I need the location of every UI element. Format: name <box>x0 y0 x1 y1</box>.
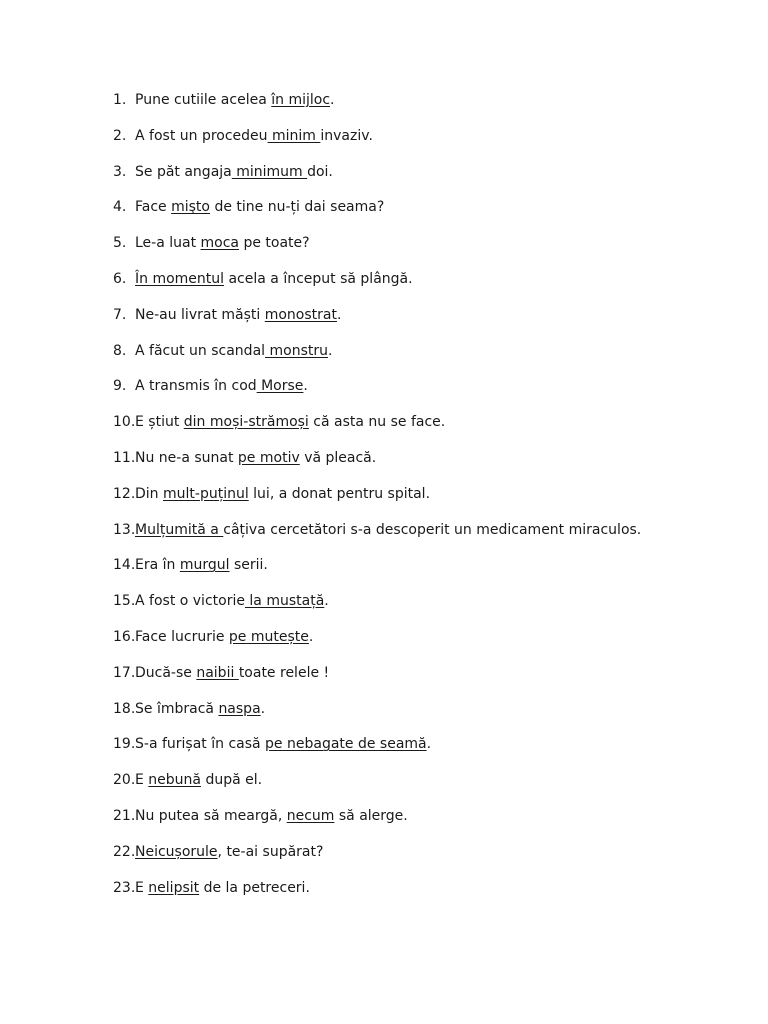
sentence-text: Se îmbracă <box>135 700 219 717</box>
item-number: 4. <box>113 199 127 216</box>
item-number: 20. <box>113 772 136 789</box>
sentence-text: Ducă-se <box>135 664 197 681</box>
item-number: 22. <box>113 843 136 860</box>
list-item <box>113 520 753 556</box>
list-item <box>113 305 753 341</box>
item-number: 8. <box>113 342 127 359</box>
sentence-text: Nu ne-a sunat <box>135 449 238 466</box>
item-sentence <box>135 269 413 305</box>
sentence-text: câțiva cercetători s-a descoperit un medicament miraculos. <box>223 521 642 538</box>
item-number: 6. <box>113 270 127 287</box>
sentence-text: A fost o victorie <box>135 593 245 610</box>
list-item <box>113 197 753 233</box>
sentence-text: de la petreceri. <box>199 879 310 896</box>
underlined-expression: Neicușorule <box>135 843 218 860</box>
item-sentence <box>135 806 408 842</box>
item-sentence <box>135 197 384 233</box>
underlined-expression: minimum <box>231 163 308 180</box>
sentence-text: doi. <box>307 163 333 180</box>
sentence-text: . <box>303 378 308 395</box>
underlined-expression: nelipsit <box>148 879 200 896</box>
item-sentence <box>135 341 332 377</box>
underlined-expression: naibii <box>196 664 239 681</box>
underlined-expression: pe mutește <box>228 628 309 645</box>
item-number: 21. <box>113 807 136 824</box>
sentence-text: lui, a donat pentru spital. <box>248 485 431 502</box>
underlined-expression: Mulțumită a <box>135 521 224 538</box>
sentence-text: vă pleacă. <box>299 449 377 466</box>
list-item <box>113 878 753 914</box>
item-sentence <box>135 376 308 412</box>
sentence-text: acela a început să plângă. <box>224 270 413 287</box>
underlined-expression: mişto <box>171 199 210 216</box>
list-item <box>113 126 753 162</box>
sentence-text: Se păt angaja <box>135 163 232 180</box>
sentence-text: A transmis în cod <box>135 378 257 395</box>
item-number: 19. <box>113 736 136 753</box>
item-sentence <box>135 484 430 520</box>
sentence-text: A fost un procedeu <box>135 127 268 144</box>
underlined-expression: moca <box>200 235 240 252</box>
list-item <box>113 591 753 627</box>
item-sentence <box>135 734 431 770</box>
item-number: 13. <box>113 521 136 538</box>
item-sentence <box>135 520 641 556</box>
underlined-expression: la mustață <box>244 593 325 610</box>
item-number: 15. <box>113 593 136 610</box>
sentence-text: . <box>330 92 335 108</box>
sentence-text: E <box>135 879 149 896</box>
sentence-text: . <box>426 736 432 753</box>
underlined-expression: În momentul <box>135 270 225 287</box>
item-sentence <box>135 770 262 806</box>
item-sentence <box>135 126 373 162</box>
sentence-text: . <box>336 306 342 323</box>
sentence-text: Din <box>135 485 163 502</box>
sentence-text: Face lucrurie <box>135 628 229 645</box>
underlined-expression: din moși-strămoși <box>183 414 309 431</box>
list-item <box>113 341 753 377</box>
item-sentence <box>135 90 334 126</box>
list-item <box>113 484 753 520</box>
item-number: 14. <box>113 557 136 574</box>
list-item <box>113 734 753 770</box>
item-sentence <box>135 305 341 341</box>
underlined-expression: monostrat <box>264 306 337 323</box>
item-number: 10. <box>113 414 136 431</box>
sentence-text: de tine nu-ți dai seama? <box>210 199 385 216</box>
underlined-expression: pe nebagate de seamă <box>265 736 427 753</box>
list-item <box>113 233 753 269</box>
item-sentence <box>135 162 333 198</box>
sentence-text: A făcut un scandal <box>135 342 266 359</box>
item-sentence <box>135 842 323 878</box>
underlined-expression: mult-puținul <box>163 485 249 502</box>
sentence-text: Le-a luat <box>135 235 201 252</box>
list-item <box>113 842 753 878</box>
underlined-expression: necum <box>286 807 335 824</box>
item-sentence <box>135 663 329 699</box>
sentence-text: Nu putea să meargă, <box>135 807 287 824</box>
sentence-text: invaziv. <box>320 127 373 144</box>
sentence-text: S-a furișat în casă <box>135 736 266 753</box>
underlined-expression: naspa <box>218 700 261 717</box>
item-number: 23. <box>113 879 136 896</box>
item-number: 18. <box>113 700 136 717</box>
sentence-text: Face <box>135 199 172 216</box>
underlined-expression: minim <box>267 127 321 144</box>
sentence-text: Pune cutiile acelea <box>135 92 272 108</box>
underlined-expression: Morse <box>256 378 304 395</box>
item-sentence <box>135 627 313 663</box>
list-item <box>113 376 753 412</box>
item-number: 9. <box>113 378 127 395</box>
item-number: 17. <box>113 664 136 681</box>
underlined-expression: nebună <box>148 772 201 789</box>
sentence-text: după el. <box>201 772 263 789</box>
list-item <box>113 770 753 806</box>
sentence-text: toate relele ! <box>238 664 330 681</box>
item-number: 5. <box>113 235 127 252</box>
underlined-expression: în mijloc <box>271 92 331 108</box>
sentence-text: . <box>324 593 329 610</box>
list-item <box>113 162 753 198</box>
list-item <box>113 699 753 735</box>
item-number: 12. <box>113 485 136 502</box>
sentence-text: . <box>260 700 266 717</box>
underlined-expression: pe motiv <box>237 449 300 466</box>
item-sentence <box>135 233 310 269</box>
sentence-text: , te-ai supărat? <box>217 843 324 860</box>
sentence-text: . <box>328 342 333 359</box>
list-item <box>113 412 753 448</box>
list-item <box>113 627 753 663</box>
list-item <box>113 555 753 591</box>
list-item <box>113 663 753 699</box>
item-number: 3. <box>113 163 127 180</box>
sentence-text: să alerge. <box>334 807 408 824</box>
item-number: 1. <box>113 92 127 108</box>
sentence-text: E <box>135 772 149 789</box>
sentence-text: E știut <box>135 414 184 431</box>
item-sentence <box>135 412 445 448</box>
item-sentence <box>135 699 265 735</box>
list-item <box>113 90 753 126</box>
sentence-text: Ne-au livrat măști <box>135 306 265 323</box>
list-item <box>113 806 753 842</box>
item-sentence <box>135 591 329 627</box>
sentence-text: că asta nu se face. <box>308 414 446 431</box>
numbered-sentence-list <box>113 90 753 913</box>
underlined-expression: murgul <box>179 557 230 574</box>
sentence-text: pe toate? <box>239 235 310 252</box>
item-number: 7. <box>113 306 127 323</box>
list-item <box>113 448 753 484</box>
sentence-text: serii. <box>229 557 268 574</box>
item-sentence <box>135 448 376 484</box>
list-item <box>113 269 753 305</box>
item-number: 16. <box>113 628 136 645</box>
sentence-text: . <box>308 628 314 645</box>
underlined-expression: monstru <box>265 342 328 359</box>
item-sentence <box>135 878 310 914</box>
sentence-text: Era în <box>135 557 180 574</box>
item-sentence <box>135 555 268 591</box>
item-number: 11. <box>113 449 136 466</box>
item-number: 2. <box>113 127 127 144</box>
